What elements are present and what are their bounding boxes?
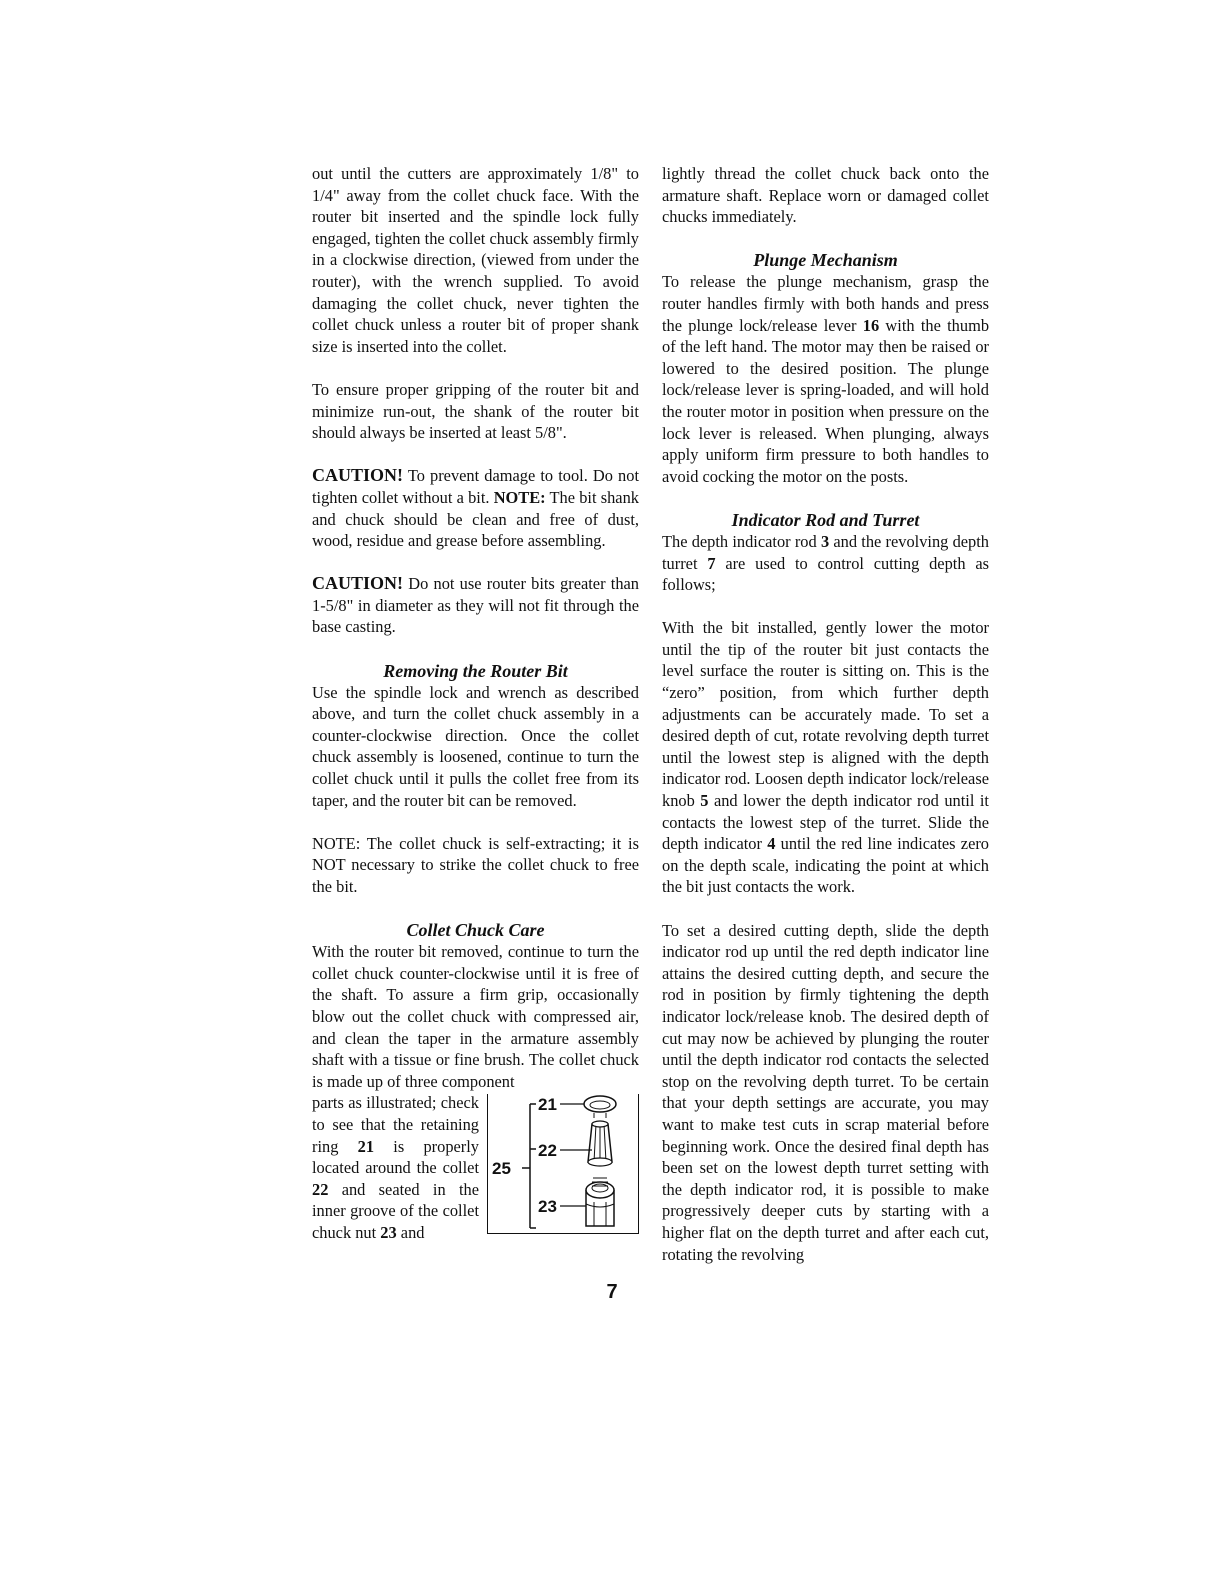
zero-text-a: With the bit installed, gently lower the motor until the tip of the router bit just contacts the level surface the router is sitting on. This is the “zero” position, from which further depth adjustments can be accurately made. To set a desired depth of cut, rotate revolving depth turret until the lowest step is aligned with the depth indicator rod. Loosen depth indicator lock/release knob [662, 618, 989, 811]
zero-text-c: until the red line indicates zero on the depth scale, indicating the point at which the bit just contacts the work. [662, 834, 989, 897]
note-label: NOTE: [493, 487, 546, 507]
part-number-3: 3 [820, 531, 830, 551]
label-23: 23 [538, 1197, 557, 1217]
figure-wrap [312, 1092, 639, 1243]
label-25: 25 [492, 1159, 511, 1179]
part-number-23: 23 [380, 1222, 397, 1242]
paragraph-gripping: To ensure proper gripping of the router bit and minimize run-out, the shank of the router bit should always be inserted at least 5/8". [312, 379, 639, 443]
zero-text-b: and lower the depth indicator rod until it contacts the lowest step of the turret. Slide the depth indicator [662, 791, 989, 854]
part-number-21: 21 [357, 1136, 375, 1156]
caution-no-bit [312, 465, 639, 551]
part-number-7: 7 [707, 553, 716, 573]
indicator-text-a: The depth indicator rod [662, 531, 817, 551]
paragraph-care: With the router bit removed, continue to turn the collet chuck counter-clockwise until it is free of the shaft. To assure a firm grip, occasionally blow out the collet chuck with compressed air, and clean the taper in the armature assembly shaft with a tissue or fine brush. The collet chuck is made up of three component [312, 942, 639, 1091]
indicator-text-c: are used to control cutting depth as follows; [662, 553, 989, 595]
paragraph-plunge [662, 271, 989, 487]
care-wrap-b: is properly located around the collet [312, 1136, 479, 1178]
paragraph-thread-collet: lightly thread the collet chuck back onto the armature shaft. Replace worn or damaged collet chucks immediately. [662, 164, 989, 227]
paragraph-cutting-depth: To set a desired cutting depth, slide the depth indicator rod up until the red depth indicator line attains the desired cutting depth, and secure the rod in position by firmly tightening the depth indicator lock/release knob. The desired depth of cut may now be achieved by plunging the router until the depth indicator rod contacts the selected stop on the revolving depth turret. To be certain that your depth settings are accurate, you may want to make test cuts in scrap material before beginning work. Once the desired final depth has been set on the lowest depth turret setting with the depth indicator rod, it is possible to make progressively deeper cuts by starting with a higher flat on the depth turret and after each cut, rotating the revolving [662, 920, 989, 1264]
caution-label: CAUTION! [312, 465, 404, 486]
label-21: 21 [538, 1095, 557, 1115]
note-self-extracting: NOTE: The collet chuck is self-extracting; it is NOT necessary to strike the collet chuck to free the bit. [312, 833, 639, 896]
left-column [312, 163, 639, 1244]
collet-icon [588, 1121, 612, 1166]
caution-diameter [312, 573, 639, 638]
collet-chuck-nut-icon [586, 1178, 614, 1226]
note-text: The bit shank and chuck should be clean and free of dust, wood, residue and grease before assembling. [312, 487, 639, 551]
paragraph-removing: Use the spindle lock and wrench as described above, and turn the collet chuck assembly in a counter-clockwise direction. Once the collet chuck assembly is loosened, continue to turn the collet chuck until it pulls the collet free from its taper, and the router bit can be removed. [312, 682, 639, 810]
part-number-16: 16 [862, 315, 880, 335]
heading-indicator-rod-turret: Indicator Rod and Turret [731, 509, 920, 530]
care-wrap-a: parts as illustrated; check to see that the retaining ring [312, 1093, 479, 1156]
caution-text: Do not use router bits greater than 1-5/8" in diameter as they will not fit through the base casting. [312, 574, 639, 637]
part-number-22: 22 [312, 1179, 329, 1199]
retaining-ring-icon [584, 1096, 616, 1118]
plunge-text-a: To release the plunge mechanism, grasp the router handles firmly with both hands and press the plunge lock/release lever [662, 272, 989, 335]
heading-collet-chuck-care: Collet Chuck Care [406, 920, 545, 941]
care-wrap-c: and seated in the inner groove of the collet chuck nut [312, 1179, 479, 1242]
collet-chuck-diagram [488, 1094, 639, 1234]
plunge-text-b: with the thumb of the left hand. The motor may then be raised or lowered to the desired position. The plunge lock/release lever is spring-loaded, and will hold the router motor in position when pressure on the lock lever is released. When plunging, always apply uniform firm pressure to both handles to avoid cocking the motor on the posts. [662, 315, 990, 486]
label-22: 22 [538, 1141, 557, 1161]
collet-chuck-figure [487, 1094, 639, 1234]
care-wrap-d: and [400, 1222, 425, 1242]
page-number: 7 [606, 1281, 618, 1303]
caution-text: To prevent damage to tool. Do not tighten collet without a bit. [312, 466, 639, 507]
paragraph-indicator-intro [662, 531, 989, 596]
part-number-4: 4 [767, 834, 776, 854]
part-number-5: 5 [700, 791, 709, 811]
paragraph-tighten-collet: out until the cutters are approximately 1/8" to 1/4" away from the collet chuck face. With the router bit inserted and the spindle lock fully engaged, tighten the collet chuck assembly firmly in a clockwise direction, (viewed from under the router), with the wrench supplied. To avoid damaging the collet chuck, never tighten the collet chuck unless a router bit of proper shank size is inserted into the collet. [312, 164, 639, 356]
paragraph-zero-position [662, 617, 989, 898]
caution-label: CAUTION! [312, 573, 404, 594]
heading-removing-router-bit: Removing the Router Bit [383, 660, 568, 681]
indicator-text-b: and the revolving depth turret [662, 531, 989, 573]
heading-plunge-mechanism: Plunge Mechanism [753, 250, 898, 271]
right-column [662, 163, 989, 1265]
